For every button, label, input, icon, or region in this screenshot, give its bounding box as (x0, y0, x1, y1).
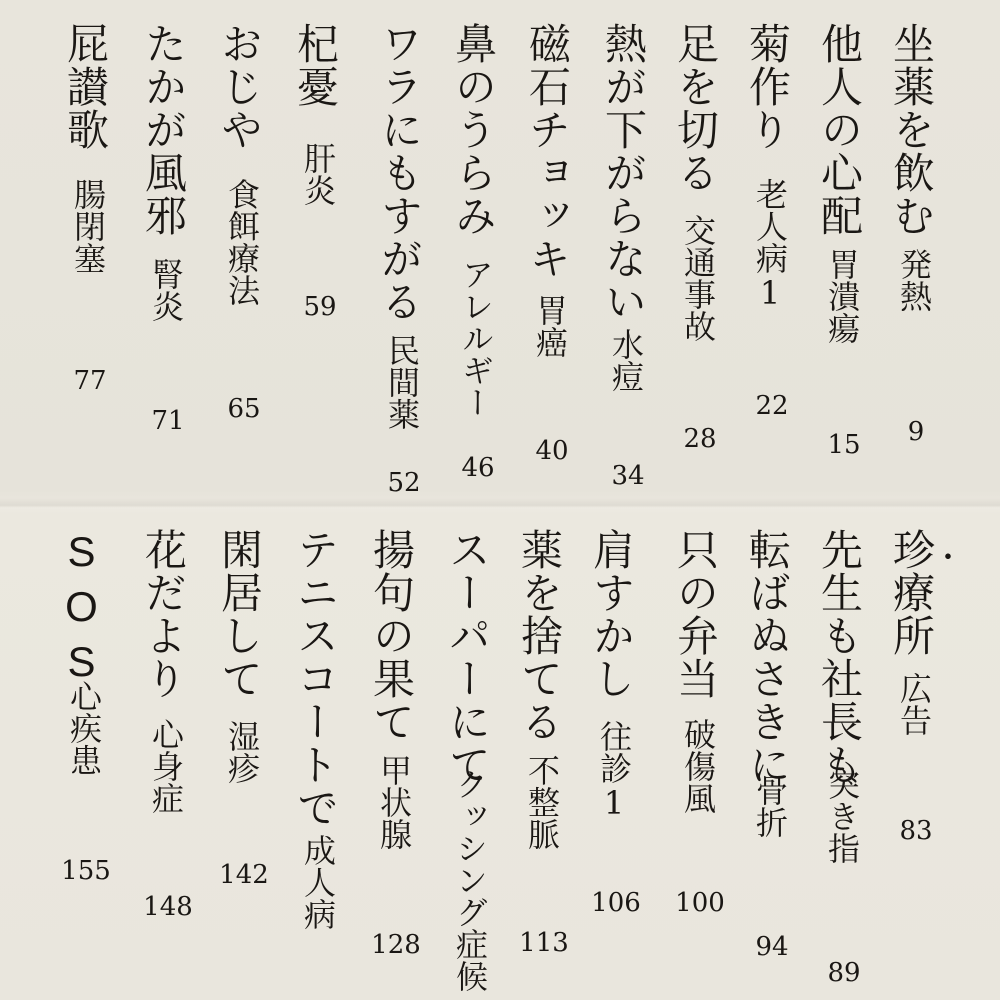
page-number: 83 (899, 816, 933, 846)
entry-title: 熱が下がらない (599, 22, 648, 323)
page-number: 148 (143, 892, 193, 922)
entry-title: たかが風邪 (139, 22, 188, 237)
entry-title: スーパーにて (443, 528, 492, 786)
page-number: 22 (755, 391, 789, 421)
entry-subtitle: 胃潰瘍 (823, 248, 861, 344)
entry-subtitle: 交通事故 (679, 214, 717, 342)
entry-subtitle: 食餌療法 (223, 178, 261, 306)
entry-subtitle: 発熱 (895, 248, 933, 312)
entry-title: ワラにもすがる (375, 22, 424, 323)
entry-subtitle: クッシング症候 (451, 768, 489, 992)
page-number: 59 (303, 292, 337, 322)
page-number: 40 (535, 436, 569, 466)
entry-subtitle: 往診1 (595, 720, 633, 822)
entry-title: 肩すかし (587, 528, 636, 700)
entry-subtitle: 湿疹 (223, 720, 261, 784)
entry-title: 他人の心配 (815, 22, 864, 237)
entry-subtitle: 破傷風 (679, 718, 717, 814)
entry-subtitle: 甲状腺 (375, 754, 413, 850)
entry-subtitle: 心疾患 (65, 680, 103, 776)
entry-title: 薬を捨てる (515, 528, 564, 743)
entry-title: 坐薬を飲む (887, 22, 936, 237)
page-number: 155 (61, 856, 111, 886)
page-number: 142 (219, 860, 269, 890)
entry-subtitle: 不整脈 (523, 754, 561, 850)
entry-subtitle: 突き指 (823, 768, 861, 864)
entry-subtitle: 胃癌 (531, 294, 569, 358)
separator-dot: ・ (933, 541, 963, 576)
entry-title: SOS (58, 528, 105, 693)
entry-subtitle: アレルギー (457, 258, 495, 418)
entry-subtitle: 腎炎 (147, 258, 185, 322)
entry-title: 揚句の果て (367, 528, 416, 743)
page-number: 15 (827, 430, 861, 460)
page-number: 65 (227, 394, 261, 424)
page-number: 94 (755, 932, 789, 962)
page-number: 9 (907, 417, 925, 447)
entry-subtitle: 老人病1 (751, 178, 789, 312)
entry-title: 足を切る (671, 22, 720, 194)
page-number: 100 (675, 888, 725, 918)
page-number: 28 (683, 424, 717, 454)
page-number: 46 (461, 453, 495, 483)
entry-subtitle: 広告 (895, 672, 933, 736)
entry-subtitle: 水痘 (607, 328, 645, 392)
entry-subtitle: 腸閉塞 (69, 178, 107, 274)
entry-title: 屁讃歌 (61, 22, 110, 151)
entry-title: 杞憂 (291, 22, 340, 108)
page-number: 34 (611, 461, 645, 491)
entry-title: 鼻のうらみ (449, 22, 498, 237)
page-number: 71 (151, 406, 185, 436)
page-number: 77 (73, 366, 107, 396)
page-number: 113 (519, 928, 569, 958)
entry-title: 閑居して (215, 528, 264, 700)
entry-title: テニスコートで (291, 528, 340, 829)
page-number: 89 (827, 958, 861, 988)
entry-title: 先生も社長も (815, 528, 864, 786)
entry-title: 磁石チョッキ (523, 22, 572, 280)
entry-subtitle: 民間薬 (383, 334, 421, 430)
entry-title: おじや (215, 22, 264, 151)
page-number: 52 (387, 468, 421, 498)
entry-title: 転ばぬさきに (743, 528, 792, 786)
entry-title: 珍療所 (887, 528, 936, 657)
entry-subtitle: 心身症 (147, 718, 185, 814)
entry-title: 花だより (139, 528, 188, 700)
page-number: 106 (591, 888, 641, 918)
entry-subtitle: 成人病 (299, 834, 337, 930)
page-crease (0, 498, 1000, 514)
entry-title: 只の弁当 (671, 528, 720, 700)
page-number: 128 (371, 930, 421, 960)
entry-title: 菊作り (743, 22, 792, 151)
entry-subtitle: 肝炎 (299, 142, 337, 206)
entry-subtitle: 骨折 (751, 774, 789, 838)
